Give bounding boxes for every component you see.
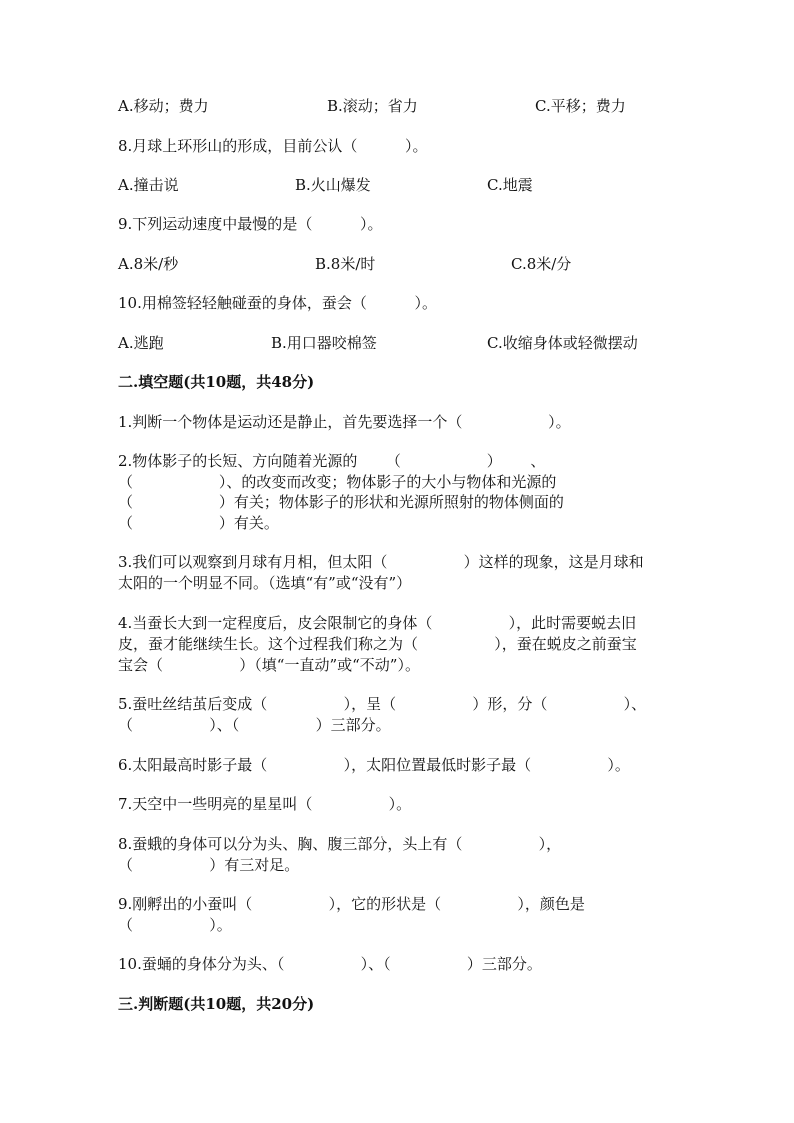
fill-q9-line-2: （ ）。 [118, 916, 232, 934]
mc-q8-stem: 8.月球上环形山的形成，目前公认（ ）。 [118, 137, 428, 155]
fill-q10: 10.蚕蛹的身体分为头、（ ）、（ ）三部分。 [118, 955, 542, 973]
fill-q2-line-3: （ ）有关；物体影子的形状和光源所照射的物体侧面的 [118, 493, 564, 511]
fill-q9-line-1: 9.刚孵出的小蚕叫（ ），它的形状是（ ），颜色是 [118, 895, 585, 913]
mc-q7-option-c: C.平移；费力 [535, 97, 626, 115]
fill-q3-line-1: 3.我们可以观察到月球有月相，但太阳（ ）这样的现象，这是月球和 [118, 553, 644, 571]
fill-q5-line-2: （ ）、（ ）三部分。 [118, 716, 391, 734]
section-2-heading: 二.填空题(共10题，共48分) [118, 373, 315, 391]
fill-q4-line-1: 4.当蚕长大到一定程度后，皮会限制它的身体（ ），此时需要蜕去旧 [118, 614, 637, 632]
mc-q9-stem: 9.下列运动速度中最慢的是（ ）。 [118, 215, 383, 233]
fill-q8-line-2: （ ）有三对足。 [118, 856, 300, 874]
fill-q4-line-3: 宝会（ ）（填“一直动”或“不动”）。 [118, 656, 420, 674]
mc-q8-option-b: B.火山爆发 [295, 176, 371, 194]
fill-q5-line-1: 5.蚕吐丝结茧后变成（ ），呈（ ）形，分（ ）、 [118, 695, 647, 713]
fill-q1: 1.判断一个物体是运动还是静止，首先要选择一个（ ）。 [118, 413, 571, 431]
fill-q7: 7.天空中一些明亮的星星叫（ ）。 [118, 795, 412, 813]
mc-q10-option-c: C.收缩身体或轻微摆动 [487, 334, 638, 352]
fill-q4-line-2: 皮，蚕才能继续生长。这个过程我们称之为（ ），蚕在蜕皮之前蚕宝 [118, 635, 637, 653]
fill-q3-line-2: 太阳的一个明显不同。（选填“有”或“没有”） [118, 574, 412, 592]
mc-q9-option-b: B.8米/时 [315, 255, 376, 273]
mc-q9-option-c: C.8米/分 [511, 255, 572, 273]
mc-q10-option-a: A.逃跑 [118, 334, 164, 352]
fill-q2-line-4: （ ）有关。 [118, 514, 279, 532]
fill-q6: 6.太阳最高时影子最（ ），太阳位置最低时影子最（ ）。 [118, 756, 630, 774]
fill-q8-line-1: 8.蚕蛾的身体可以分为头、胸、腹三部分，头上有（ ）， [118, 835, 562, 853]
mc-q10-option-b: B.用口器咬棉签 [271, 334, 377, 352]
section-3-heading: 三.判断题(共10题，共20分) [118, 995, 315, 1013]
mc-q7-option-b: B.滚动；省力 [327, 97, 418, 115]
mc-q7-option-a: A.移动；费力 [118, 97, 209, 115]
mc-q8-option-c: C.地震 [487, 176, 533, 194]
mc-q9-option-a: A.8米/秒 [118, 255, 179, 273]
fill-q2-line-1: 2.物体影子的长短、方向随着光源的 （ ） 、 [118, 452, 546, 470]
mc-q10-stem: 10.用棉签轻轻触碰蚕的身体，蚕会（ ）。 [118, 294, 438, 312]
mc-q8-option-a: A.撞击说 [118, 176, 179, 194]
fill-q2-line-2: （ ）、的改变而改变；物体影子的大小与物体和光源的 [118, 473, 557, 491]
